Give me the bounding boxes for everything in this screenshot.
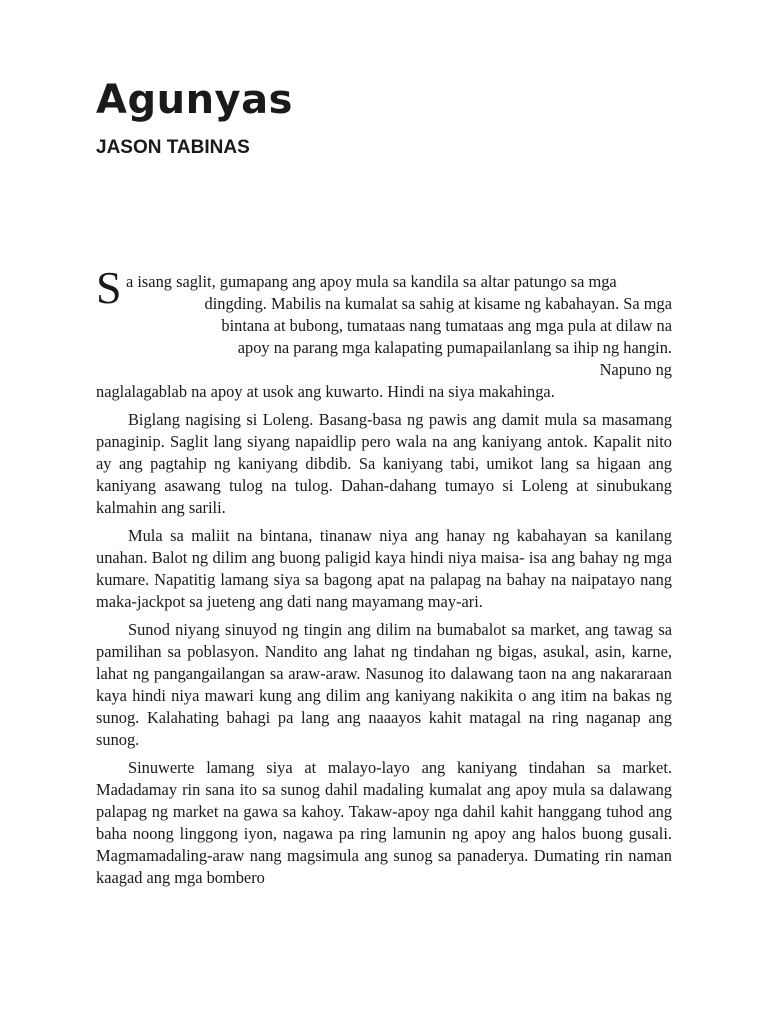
paragraph-3: Mula sa maliit na bintana, tinanaw niya ang hanay ng kabahayan sa kanilang unahan. Balot ng dilim ang buong paligid kaya hindi niya maisa- isa ang bahay ng mga kumare. Napatitig lamang siya sa bagong apat na palapag na bahay na naipatayo nang maka-jackpot sa jueteng ang dati nang mayamang may-ari. [96, 526, 672, 611]
opening-line-2: dingding. Mabilis na kumalat sa sahig at kisame ng kabahayan. Sa mga [204, 294, 672, 313]
opening-line-6: naglalagablab na apoy at usok ang kuwarto. Hindi na siya makahinga. [96, 382, 555, 401]
opening-line-1-text: a isang saglit, gumapang ang apoy mula sa kandila sa altar patungo sa mga [126, 272, 617, 291]
paragraph-2: Biglang nagising si Loleng. Basang-basa ng pawis ang damit mula sa masamang panaginip. Saglit lang siyang napaidlip pero wala na ang kaniyang antok. Kapalit nito ay ang pagtahip ng kaniyang dibdib. Sa kaniyang tabi, umikot lang sa higaan ang kaniyang asawang tulog na tulog. Dahan-dahang tumayo si Loleng at sinubukang kalmahin ang sarili. [96, 410, 672, 517]
opening-line-4: apoy na parang mga kalapating pumapailanlang sa ihip ng hangin. [237, 338, 672, 357]
paragraph-5: Sinuwerte lamang siya at malayo-layo ang kaniyang tindahan sa market. Madadamay rin sana ito sa sunog dahil madaling kumalat ang apoy mula sa dalawang palapag ng market na gawa sa kahoy. Takaw-apoy nga dahil kahit hanggang tuhod ang baha noong linggong iyon, nagawa pa ring lamunin ng apoy ang halos buong gusali. Magmamadaling-araw nang magsimula ang sunog sa panaderya. Dumating rin naman kaagad ang mga bombero [96, 758, 672, 887]
paragraph-4: Sunod niyang sinuyod ng tingin ang dilim na bumabalot sa market, ang tawag sa pamilihan sa poblasyon. Nandito ang lahat ng tindahan ng bigas, asukal, asin, karne, lahat ng pangangailangan sa araw-araw. Nasunog ito dalawang taon na ang nakararaan kaya hindi niya mawari kung ang dilim ang kaniyang nakikita o ang itim na bakas ng sunog. Kalahating bahagi pa lang ang naaayos kahit matagal na ring naganap ang sunog. [96, 620, 672, 749]
story-body [96, 262, 672, 895]
story-title: Agunyas [96, 77, 293, 123]
drop-cap: S [96, 262, 122, 313]
opening-line-3: bintana at bubong, tumataas nang tumataas ang mga pula at dilaw na [221, 316, 672, 335]
opening-line-5: Napuno ng [599, 360, 672, 379]
author-name: JASON TABINAS [96, 137, 250, 158]
opening-paragraph [96, 262, 672, 403]
